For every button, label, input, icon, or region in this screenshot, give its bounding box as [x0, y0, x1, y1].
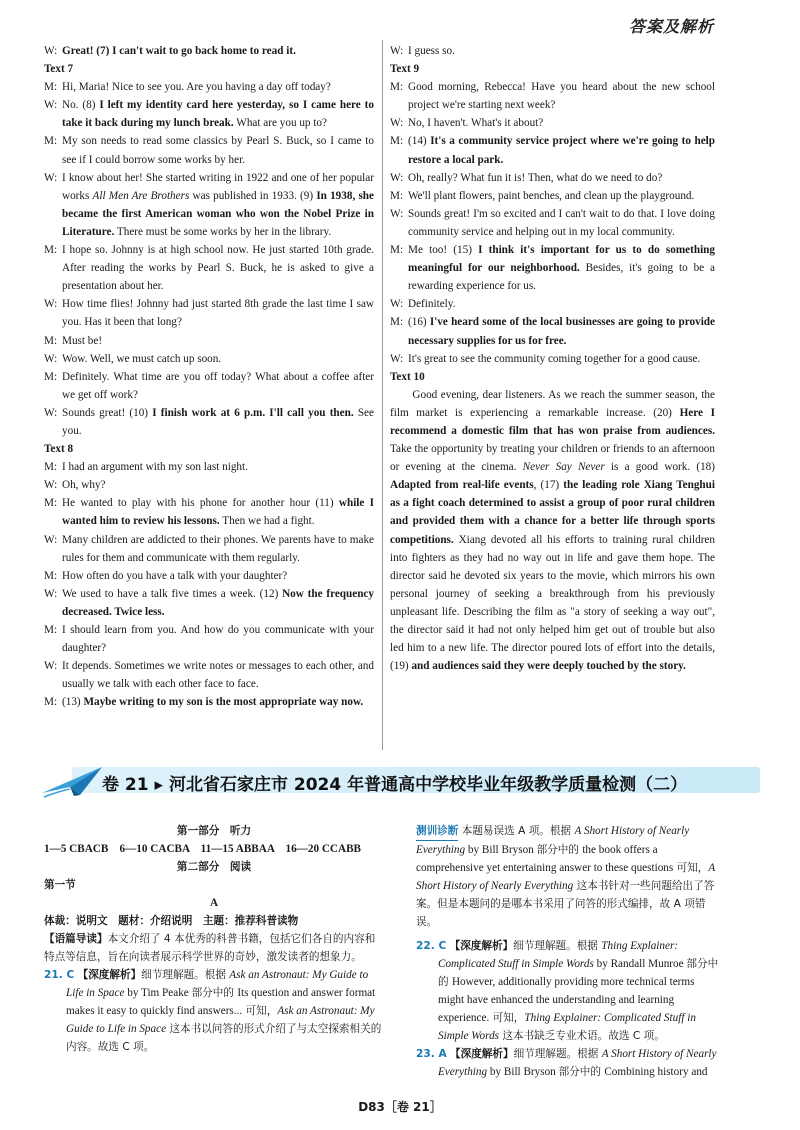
- line-text: (13) Maybe writing to my son is the most appropriate way now.: [62, 696, 364, 709]
- speaker: W:: [44, 352, 58, 365]
- speaker: W:: [44, 406, 58, 419]
- text-10-passage: Good evening, dear listeners. As we reach the summer season, the film market is experiencing a remarkable increase. (20) Here I recommend a domestic film that has won praise from audiences. Take the opportunity by treating your children or friends to an afternoon or evening at the cinema. Never Say Never is a good work. (18) Adapted from real-life events, (17) the leading role Xiang Tenghui as a fight coach determined to assist a group of poor rural children and provided them with a chance for a better life through sports competitions. Xiang devoted all his efforts to training rural children into fighters as they had no way out in life and gave them hope. The director said he devoted six years to the movie, which mirrors his own personal journey of seeking a breakthrough from his previously unpleasant life. Describing the film as "a story of seeking a way out", the director said it had not only helped him get out of trouble but also led him to a new life. The director poured lots of effort into the details, (19) and audiences said they were deeply touched by the story.: [390, 388, 716, 673]
- dialogue-line: [390, 169, 715, 187]
- dialogue-line: [390, 78, 715, 114]
- dialogue-line: [44, 295, 374, 331]
- speaker: M:: [44, 497, 58, 510]
- line-text: Oh, really? What fun it is! Then, what do we need to do?: [408, 171, 663, 184]
- speaker: M:: [44, 461, 58, 474]
- speaker: W:: [390, 298, 404, 311]
- line-text: (14) It's a community service project where we're going to help restore a local park.: [408, 135, 715, 166]
- line-text: (16) I've heard some of the local businesses are going to provide necessary supplies for us for free.: [408, 316, 715, 347]
- speaker: M:: [44, 244, 58, 257]
- column-divider: [382, 40, 383, 750]
- banner-title: 卷 21 ▸ 河北省石家庄市 2024 年普通高中学校毕业年级教学质量检测（二）: [102, 775, 688, 795]
- dialogue-line: [390, 42, 715, 60]
- diagnosis-note: 测训诊断 本题易误选 A 项。根据 A Short History of Nearly Everything by Bill Bryson 部分中的 the book offers a comprehensive yet entertaining answer to these questions 可知，A Short History of Nearly Everything 这本书针对一些问题给出了答案。但是本题问的是哪本书采用了问答的形式编排，故 A 项错误。: [416, 822, 721, 931]
- speaker: M:: [390, 189, 404, 202]
- text-8-dialogue: [44, 458, 374, 711]
- dialogue-line: [44, 132, 374, 168]
- dialogue-line: [390, 295, 715, 313]
- speaker: M:: [44, 135, 58, 148]
- line-text: Me too! (15) I think it's important for us to do something meaningful for our neighborhood. Besides, it's going to be a rewarding experience for us.: [408, 244, 715, 293]
- line-text: I had an argument with my son last night.: [62, 461, 248, 474]
- speaker: W:: [44, 587, 58, 600]
- speaker: W:: [44, 660, 58, 673]
- dialogue-line: [390, 241, 715, 295]
- dialogue-line: [44, 404, 374, 440]
- dialogue-line: [390, 114, 715, 132]
- speaker: M:: [44, 624, 58, 636]
- line-text: Great! (7) I can't wait to go back home to read it.: [62, 45, 296, 57]
- speaker: M:: [390, 135, 404, 148]
- dialogue-line: [44, 585, 374, 621]
- text-8-heading: Text 8: [44, 443, 74, 456]
- speaker: M:: [390, 316, 404, 329]
- line-text: My son needs to read some classics by Pearl S. Buck, so I came to see if I could borrow some works by her.: [62, 135, 374, 166]
- left-column: [44, 42, 374, 711]
- speaker: W:: [44, 298, 58, 311]
- speaker: M:: [390, 81, 404, 94]
- dialogue-line: [390, 205, 715, 241]
- dialogue-line: [44, 621, 374, 657]
- page-header-title: 答案及解析: [628, 17, 714, 36]
- dialogue-line: [390, 132, 715, 168]
- line-text: We'll plant flowers, paint benches, and clean up the playground.: [408, 189, 695, 202]
- line-text: I hope so. Johnny is at high school now. He just started 10th grade. After reading the works by Pearl S. Buck, he is asked to give a presentation about her.: [62, 244, 374, 293]
- question-23-explanation: 23. A 【深度解析】细节理解题。根据 A Short History of Nearly Everything by Bill Bryson 部分中的 Combining history and: [416, 1048, 717, 1078]
- speaker: W:: [390, 45, 404, 57]
- line-text: I guess so.: [408, 45, 455, 57]
- solutions-right: [416, 822, 721, 1081]
- dialogue-line: [390, 187, 715, 205]
- line-text: Hi, Maria! Nice to see you. Are you having a day off today?: [62, 81, 331, 94]
- genre-line: 体裁：说明文 题材：介绍说明 主题：推荐科普读物: [44, 915, 299, 927]
- listening-answer-key: 1—5 CBACB 6—10 CACBA 11—15 ABBAA 16—20 CCABB: [44, 843, 362, 855]
- paper-plane-icon: [40, 763, 110, 799]
- speaker: W:: [44, 99, 58, 112]
- text-7-heading: Text 7: [44, 63, 74, 76]
- line-text: Many children are addicted to their phones. We parents have to make rules for them and communicate with them regularly.: [62, 533, 374, 564]
- passage-label: A: [209, 897, 219, 909]
- question-21-explanation: 21. C 【深度解析】细节理解题。根据 Ask an Astronaut: My Guide to Life in Space by Tim Peake 部分中的 Its question and answer format makes it easy to quickly find answers... 可知，Ask an Astronaut: My Guide to Life in Space 这本书以问答的形式介绍了与太空探索相关的内容。故选 C 项。: [44, 969, 382, 1053]
- diagnosis-label: 测训诊断: [416, 822, 458, 841]
- speaker: W:: [44, 479, 58, 492]
- speaker: W:: [390, 117, 404, 130]
- line-text: Definitely.: [408, 298, 456, 311]
- line-text: I know about her! She started writing in 1922 and one of her popular works All Men Are Brothers was published in 1933. (9) In 1938, she became the first American woman who won the Nobel Prize in Literature. There must be some works by her in the library.: [62, 171, 374, 238]
- line-text: He wanted to play with his phone for another hour (11) while I wanted him to review his lessons. Then we had a fight.: [62, 497, 374, 528]
- line-text: How often do you have a talk with your daughter?: [62, 569, 288, 582]
- line-text: Good morning, Rebecca! Have you heard about the new school project we're starting next week?: [408, 81, 715, 112]
- text-9-dialogue: [390, 78, 715, 368]
- dialogue-line: [44, 350, 374, 368]
- speaker: M:: [44, 334, 58, 347]
- dialogue-line: [44, 42, 374, 60]
- dialogue-line: [390, 313, 715, 349]
- dialogue-line: [44, 78, 374, 96]
- line-text: Must be!: [62, 334, 103, 347]
- dialogue-line: [44, 494, 374, 530]
- dialogue-line: [44, 241, 374, 295]
- speaker: W:: [44, 533, 58, 546]
- text-10-heading: Text 10: [390, 370, 425, 383]
- dialogue-line: [44, 332, 374, 350]
- speaker: W:: [390, 171, 404, 184]
- speaker: W:: [44, 45, 58, 57]
- question-22-explanation: 22. C 【深度解析】细节理解题。根据 Thing Explainer: Complicated Stuff in Simple Words by Randall Munroe 部分中的 However, additionally providing more technical terms might have enhanced the understanding and learning experience. 可知，Thing Explainer: Complicated Stuff in Simple Words 这本书缺乏专业术语。故选 C 项。: [416, 940, 719, 1042]
- dialogue-line: [44, 657, 374, 693]
- exam-banner: [40, 763, 760, 795]
- line-text: Wow. Well, we must catch up soon.: [62, 352, 222, 365]
- speaker: M:: [44, 569, 58, 582]
- part-2-heading: 第二部分 阅读: [176, 861, 252, 873]
- speaker: M:: [44, 81, 58, 94]
- line-text: It's great to see the community coming together for a good cause.: [408, 352, 701, 365]
- text-7-dialogue: [44, 78, 374, 440]
- text-9-heading: Text 9: [390, 63, 420, 76]
- dialogue-line: [44, 693, 374, 711]
- dialogue-line: [44, 476, 374, 494]
- right-column: [390, 42, 715, 675]
- solutions-left: [44, 822, 384, 1056]
- line-text: How time flies! Johnny had just started 8th grade the last time I saw you. Has it been that long?: [62, 298, 374, 329]
- page-footer: D83［卷 21］: [358, 1100, 442, 1114]
- dialogue-line: [44, 368, 374, 404]
- speaker: W:: [390, 207, 404, 220]
- line-text: Oh, why?: [62, 479, 106, 492]
- reading-guide: 【语篇导读】本文介绍了 4 本优秀的科普书籍，包括它们各自的内容和特点等信息，旨在向读者展示科学世界的奇妙，激发读者的想象力。: [44, 933, 376, 963]
- dialogue-line: [44, 458, 374, 476]
- part-1-heading: 第一部分 听力: [176, 825, 252, 837]
- dialogue-line: [390, 350, 715, 368]
- line-text: We used to have a talk five times a week. (12) Now the frequency decreased. Twice less.: [62, 587, 374, 618]
- dialogue-line: [44, 567, 374, 585]
- line-text: No, I haven't. What's it about?: [408, 117, 544, 130]
- line-text: Sounds great! (10) I finish work at 6 p.m. I'll call you then. See you.: [62, 406, 374, 437]
- speaker: W:: [44, 171, 58, 184]
- speaker: M:: [390, 244, 404, 257]
- dialogue-line: [44, 169, 374, 241]
- speaker: M:: [44, 370, 58, 383]
- line-text: It depends. Sometimes we write notes or messages to each other, and usually we talk with each other face to face.: [62, 660, 374, 691]
- speaker: W:: [390, 352, 404, 365]
- line-text: Sounds great! I'm so excited and I can't wait to do that. I love doing community service and helping out in my local community.: [408, 207, 715, 238]
- speaker: M:: [44, 696, 58, 709]
- line-text: Definitely. What time are you off today? What about a coffee after we get off work?: [62, 370, 374, 401]
- dialogue-line: [44, 531, 374, 567]
- dialogue-line: [44, 96, 374, 132]
- line-text: I should learn from you. And how do you communicate with your daughter?: [62, 624, 374, 655]
- section-1-heading: 第一节: [44, 879, 76, 891]
- line-text: No. (8) I left my identity card here yesterday, so I came here to take it back during my lunch break. What are you up to?: [62, 99, 375, 130]
